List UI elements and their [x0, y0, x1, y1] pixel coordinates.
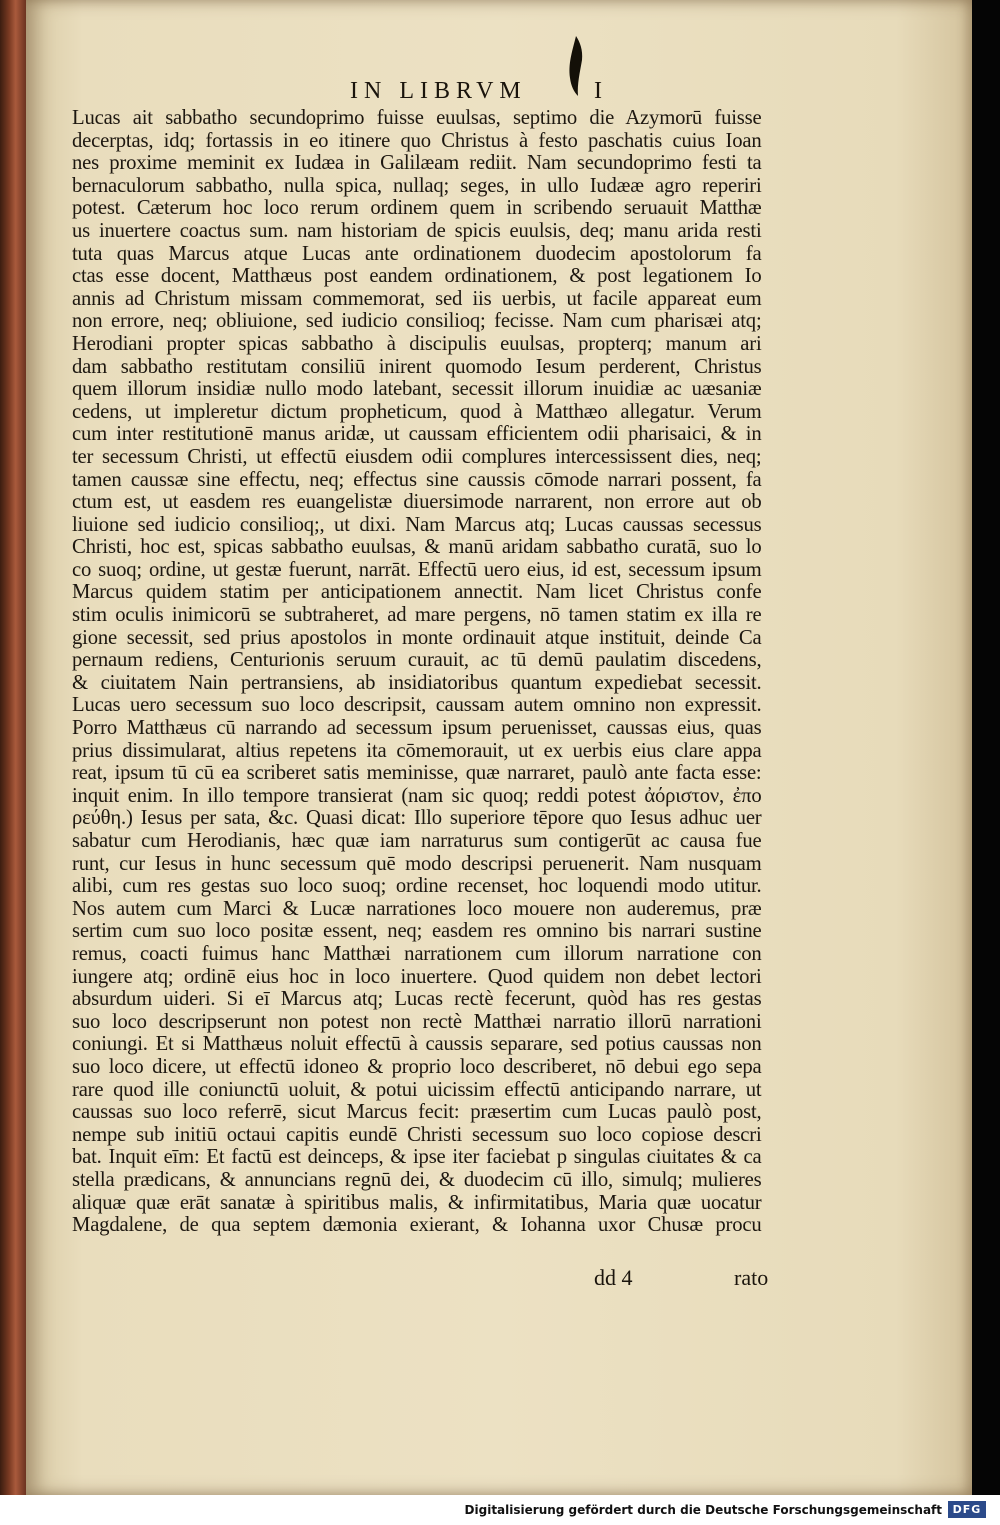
- text-line: Lucas uero secessum suo loco descripsit, caussam autem omnino non expressit.: [72, 692, 762, 717]
- text-line: Marcus quidem statim per anticipationem annectit. Nam licet Christus confe: [72, 579, 762, 604]
- text-line: Porro Matthæus cū narrando ad secessum ipsum peruenisset, caussas eius, quas: [72, 715, 762, 740]
- text-line: cedens, ut impleretur dictum propheticum, quod à Matthæo allegatur. Verum: [72, 398, 762, 423]
- text-line: cum inter restitutionē manus aridæ, ut caussam efficientem odii pharisaici, & in: [72, 421, 762, 446]
- text-line: liuione sed iudicio consilioq;, ut dixi. Nam Marcus atq; Lucas caussas secessus: [72, 511, 762, 536]
- text-line: sabatur cum Herodianis, hæc quæ iam narraturus sum contigerūt ac causa fue: [72, 828, 762, 852]
- text-line: bernaculorum sabbatho, nulla spica, nullaq; seges, in ullo Iudææ agro reperiri: [72, 172, 762, 197]
- running-head: [26, 78, 972, 108]
- text-line: absurdum uideri. Si eī Marcus atq; Lucas rectè fecerunt, quòd has res gestas: [72, 986, 762, 1011]
- body-text: [72, 106, 762, 1286]
- page-number: I: [594, 78, 602, 104]
- text-line: non errore, neq; obliuione, sed iudicio consilioq; fecisse. Nam cum pharisæi atq;: [72, 308, 762, 333]
- funding-credit: Digitalisierung gefördert durch die Deutsche Forschungsgemeinschaft: [464, 1503, 942, 1517]
- page-foot: [26, 1265, 972, 1295]
- text-line: tuta quas Marcus atque Lucas ante ordinationem duodecim apostolorum fa: [72, 240, 762, 265]
- text-line: iungere atq; ordinē eius hoc in loco inuertere. Quod quidem non debet lectori: [72, 963, 762, 988]
- digitization-footer: [0, 1495, 1000, 1525]
- text-line: rare quod ille coniunctū uoluit, & potui uicissim effectū anticipando narrare, ut: [72, 1076, 762, 1101]
- text-line: suo loco dicere, ut effectū idoneo & proprio loco describeret, nō debui ego sepa: [72, 1053, 762, 1078]
- text-line: remus, coacti fuimus hanc Matthæi narrationem cum illorum narratione con: [72, 940, 762, 965]
- text-line: pernaum rediens, Centurionis seruum curauit, ac tū demū paulatim discedens,: [72, 647, 762, 672]
- signature-mark: dd 4: [594, 1265, 633, 1290]
- text-line: tamen caussæ sine effectu, neq; effectus sine caussis cōmode narrari possent, fa: [72, 466, 762, 491]
- text-line: ctas esse docent, Matthæus post eandem ordinationem, & post legationem Io: [72, 263, 762, 288]
- text-line: quem illorum insidiæ nullo modo latebant, secessit illorum inuidiæ ac uæsaniæ: [72, 376, 762, 401]
- text-line: ρεύθη.) Iesus per sata, &c. Quasi dicat: Illo superiore tēpore quo Iesus adhuc uer: [72, 805, 762, 830]
- text-line: aliquæ quæ erāt sanatæ à spiritibus malis, & infirmitatibus, Maria quæ uocatur: [72, 1189, 762, 1214]
- text-line: alibi, cum res gestas suo loco suoq; ordine recenset, hoc loquendi modo utitur.: [72, 873, 762, 898]
- text-line: co suoq; ordine, ut gestæ fuerunt, narrāt. Effectū uero eius, id est, secessum ipsum: [72, 556, 762, 581]
- text-line: bat. Inquit eīm: Et factū est deinceps, & ipse iter faciebat p singulas ciuitates & ca: [72, 1144, 762, 1169]
- text-line: & ciuitatem Nain pertransiens, ab insidiatoribus quantum expediebat secessit.: [72, 669, 762, 694]
- text-line: stella prædicans, & annuncians regnū dei, & duodecim cū illo, simulq; mulieres: [72, 1166, 762, 1191]
- text-line: annis ad Christum missam commemorat, sed iis uerbis, ut facile appareat eum: [72, 285, 762, 310]
- text-line: reat, ipsum tū cū ea scriberet satis meminisse, quæ narraret, paulò ante facta esse:: [72, 760, 762, 785]
- text-line: nempe sub initiū octaui capitis eundē Christi secessum suo loco copiose descri: [72, 1121, 762, 1146]
- text-line: ctum est, ut easdem res euangelistæ diuersimode narrarent, non errore aut ob: [72, 489, 762, 514]
- text-line: runt, cur Iesus in hunc secessum quē modo descripsi peruenerit. Nam nusquam: [72, 850, 762, 875]
- text-line: suo loco descripserunt non potest non rectè Matthæi narratio illorū narrationi: [72, 1008, 762, 1033]
- text-line: Nos autem cum Marci & Lucæ narrationes loco mouere non auderemus, præ: [72, 895, 762, 920]
- text-line: coniungi. Et si Matthæus noluit effectū à caussis separare, sed potius caussas non: [72, 1031, 762, 1056]
- text-line: inquit enim. In illo tempore transierat (nam sic quoq; reddi potest ἀόριστον, ἐπο: [72, 782, 762, 807]
- book-edge: [0, 0, 26, 1495]
- text-line: Herodiani propter spicas sabbatho à discipulis euulsas, propterq; manum ari: [72, 330, 762, 355]
- text-line: Christi, hoc est, spicas sabbatho euulsas, & manū aridam sabbatho curatā, suo lo: [72, 534, 762, 559]
- text-line: us inuertere coactus sum. nam historiam de spicis euulsis, deq; manu arida resti: [72, 217, 762, 242]
- text-line: sertim cum suo loco positæ essent, neq; easdem res omnino bis narrari sustine: [72, 918, 762, 943]
- text-line: potest. Cæterum hoc loco rerum ordinem quem in scribendo seruauit Matthæ: [72, 195, 762, 220]
- text-line: prius dissimularat, altius repetens ita cōmemorauit, ut ex uerbis eius clare appa: [72, 737, 762, 762]
- catchword: rato: [734, 1265, 769, 1290]
- text-line: gione secessit, sed prius apostolos in monte ordinauit atque instituit, deinde Ca: [72, 624, 762, 649]
- text-line: ter secessum Christi, ut effectū eiusdem odii complures intercessissent dies, neq;: [72, 443, 762, 468]
- text-line: nes proxime meminit ex Iudæa in Galilæam rediit. Nam secundoprimo festi ta: [72, 150, 762, 175]
- text-line: decerptas, idq; fortassis in eo itinere quo Christus à festo paschatis cuius Ioan: [72, 127, 762, 152]
- scan-border: [972, 0, 1000, 1495]
- text-line: caussas suo loco referrē, sicut Marcus fecit: præsertim cum Lucas paulò post,: [72, 1099, 762, 1124]
- text-line: Lucas ait sabbatho secundoprimo fuisse euulsas, septimo die Azymorū fuisse: [72, 105, 762, 129]
- dfg-logo: DFG: [948, 1501, 986, 1518]
- text-line: dam sabbatho restitutam consiliū inirent quomodo Iesum perderent, Christus: [72, 353, 762, 378]
- running-head-title: IN LIBRVM: [350, 78, 527, 104]
- text-line: Magdalene, de qua septem dæmonia exierant, & Iohanna uxor Chusæ procu: [72, 1212, 762, 1237]
- text-line: stim oculis inimicorū se subtraheret, ad mare pergens, nō tamen statim ex illa re: [72, 602, 762, 627]
